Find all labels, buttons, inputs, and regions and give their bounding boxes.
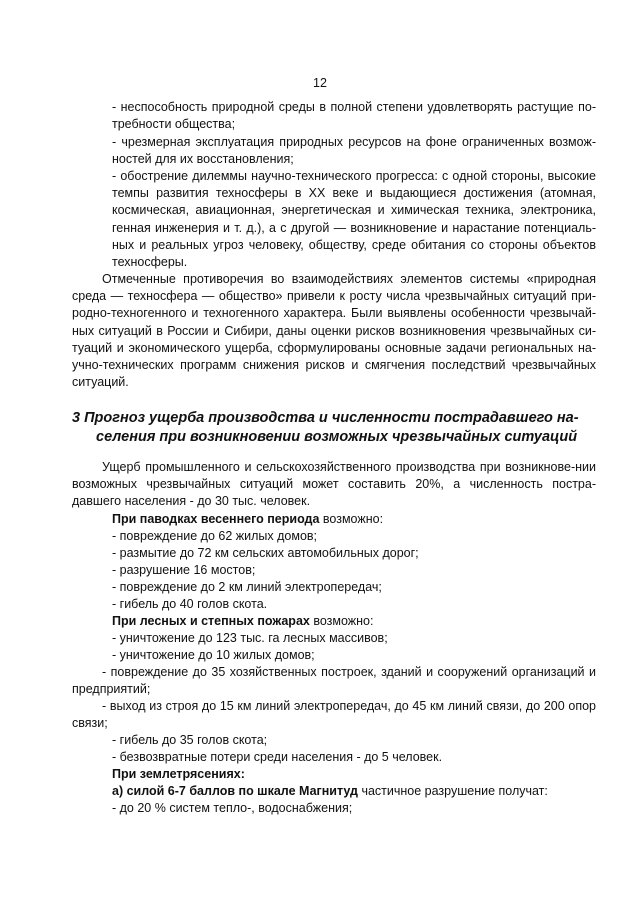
earthquakes-title: При землетрясениях — [112, 767, 241, 781]
section-heading-line2: селения при возникновении возможных чрезвычайных ситуаций — [96, 429, 578, 445]
floods-heading — [112, 511, 596, 528]
earthquakes-heading — [112, 766, 596, 783]
list-item: - уничтожение до 123 тыс. га лесных массивов; — [112, 631, 388, 645]
intro-item-3: - обострение дилеммы научно-технического прогресса: с одной стороны, высокие темпы развития техносферы в XX веке и выдающиеся достижения (атомная, космическая, авиационная, энергетическая и химическая техника, электроника, генная инженерия и т. д.), а с другой — возникновение и нарастание потенциаль-ных и реальных угроз человеку, обществу, среде обитания со стороны объектов техносферы. — [112, 169, 596, 270]
fires-suffix: возможно: — [309, 614, 374, 628]
page-number: 12 — [313, 76, 327, 90]
earthquakes-subheading — [112, 783, 596, 800]
earthquakes-sub-title: а) силой 6-7 баллов по шкале Магнитуд — [112, 784, 358, 798]
fires-heading — [112, 613, 596, 630]
list-item: - разрушение 16 мостов; — [112, 563, 256, 577]
list-item: - гибель до 40 голов скота. — [112, 597, 268, 611]
list-item: - повреждение до 2 км линий электропередач; — [112, 580, 382, 594]
floods-suffix: возможно: — [319, 512, 384, 526]
list-item: - гибель до 35 голов скота; — [112, 733, 268, 747]
paragraph-damage: Ущерб промышленного и сельскохозяйственного производства при возникнове-нии возможных чрезвычайных ситуаций может составить 20%, а численность постра-давшего населения - до 30 тыс. человек. — [72, 460, 596, 509]
list-item: - уничтожение до 10 жилых домов; — [112, 648, 315, 662]
list-item: - размытие до 72 км сельских автомобильных дорог; — [112, 546, 419, 560]
earthquakes-sub-suffix: частичное разрушение получат: — [357, 784, 548, 798]
section-heading-line1: 3 Прогноз ущерба производства и численности пострадавшего на- — [72, 410, 579, 426]
intro-item-1: - неспособность природной среды в полной степени удовлетворять растущие по-требности общества; — [112, 100, 596, 132]
fires-title: При лесных и степных пожарах — [112, 614, 310, 628]
list-item: - до 20 % систем тепло-, водоснабжения; — [112, 801, 353, 815]
earthquakes-colon: : — [240, 767, 245, 781]
list-item: - безвозвратные потери среди населения - до 5 человек. — [112, 750, 443, 764]
list-item: - повреждение до 35 хозяйственных построек, зданий и сооружений организаций и предприятий; — [72, 665, 596, 697]
list-item: - выход из строя до 15 км линий электропередач, до 45 км линий связи, до 200 опор связи; — [72, 699, 596, 731]
paragraph-contradictions: Отмеченные противоречия во взаимодействиях элементов системы «природная среда — техносфера — общество» привели к росту числа чрезвычайных ситуаций при-родно-техногенного и техногенного характера. Были выявлены особенности чрезвычай-ных ситуаций в России и Сибири, даны оценки рисков возникновения чрезвычайных си-туаций и экономического ущерба, сформулированы основные задачи региональных на-учно-технических программ снижения рисков и смягчения последствий чрезвычайных ситуаций. — [72, 272, 596, 390]
intro-item-2: - чрезмерная эксплуатация природных ресурсов на фоне ограниченных возмож-ностей для их восстановления; — [112, 135, 596, 167]
list-item: - повреждение до 62 жилых домов; — [112, 529, 318, 543]
floods-title: При паводках весеннего периода — [112, 512, 320, 526]
